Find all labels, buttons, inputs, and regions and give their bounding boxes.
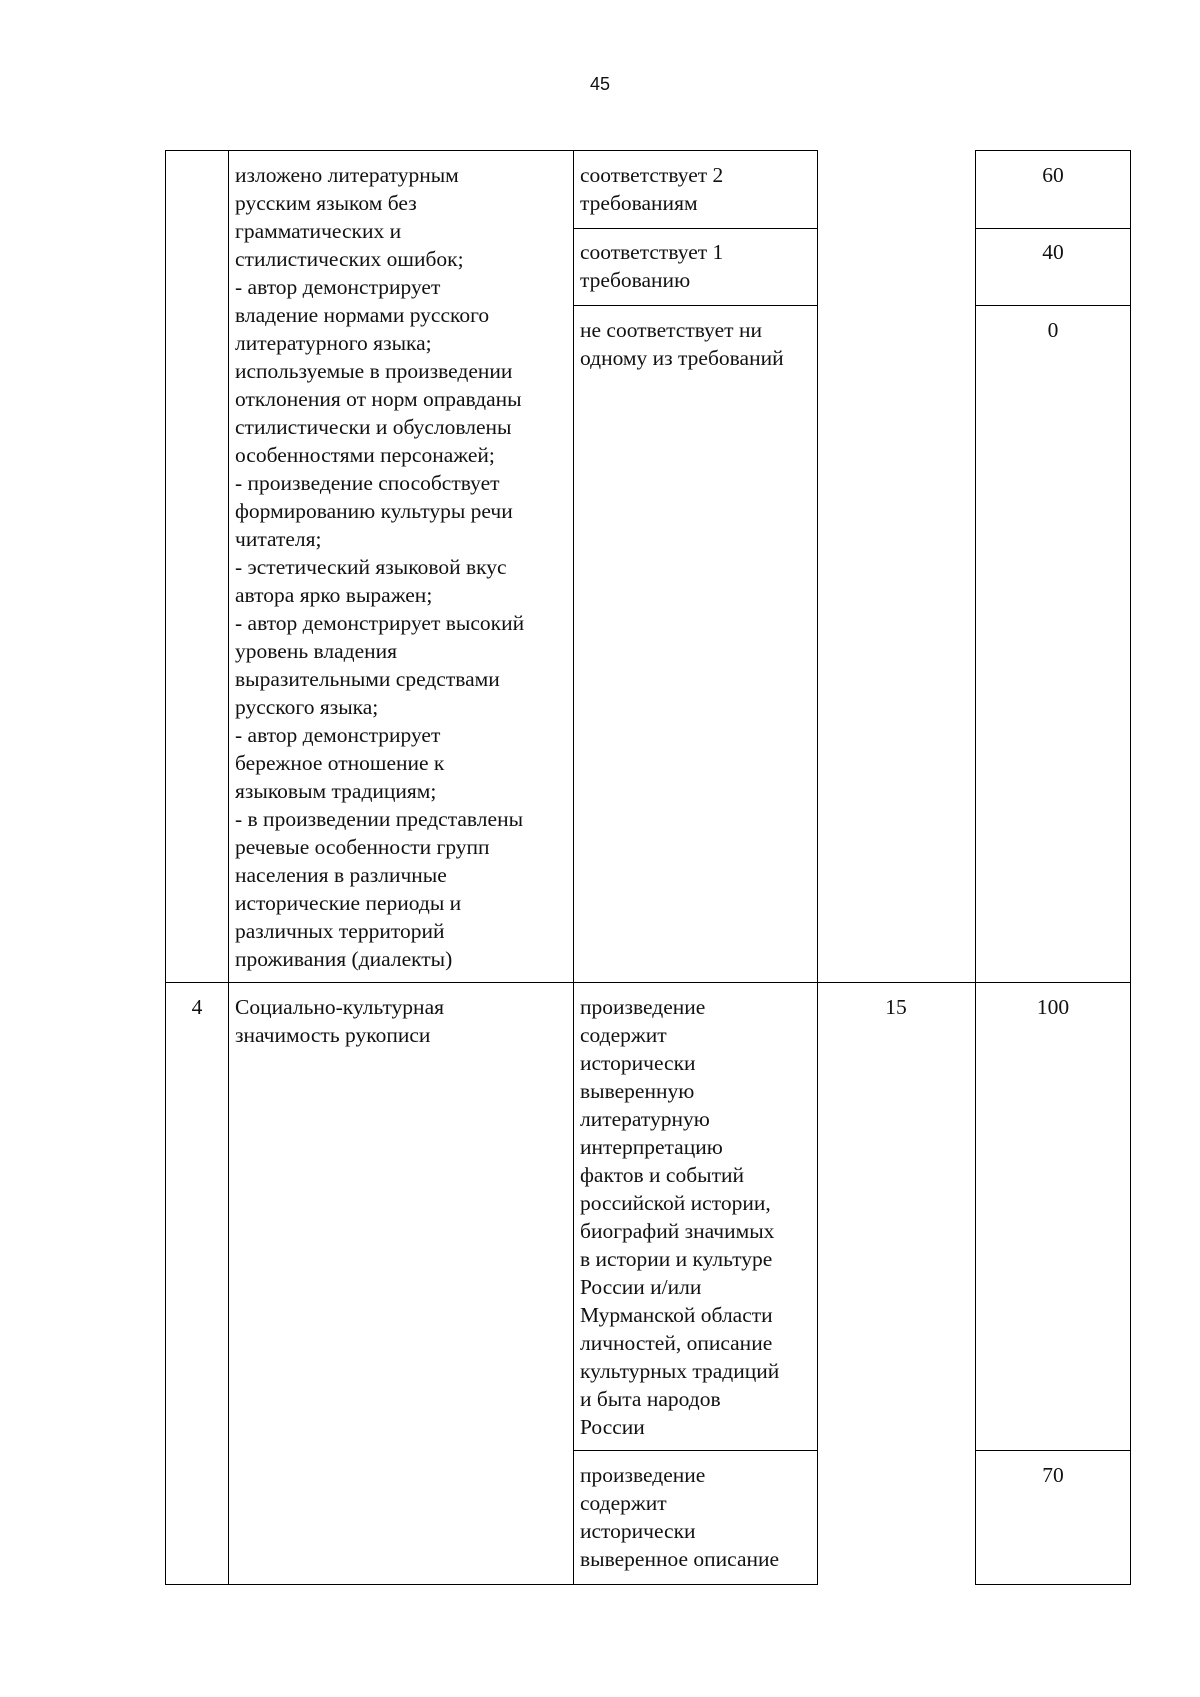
level-score: 0: [1047, 318, 1059, 342]
row-number: 4: [191, 995, 203, 1019]
criterion-text: Социально-культурная значимость рукописи: [235, 995, 444, 1047]
level-score: 60: [1042, 163, 1064, 187]
level-score: 70: [1042, 1463, 1064, 1487]
max-score: 15: [885, 995, 907, 1019]
criterion-text: изложено литературным русским языком без грамматических и стилистических ошибок; - автор демонстрирует владение нормами русского литературного языка; используемые в произведении отклонения от норм оправданы стилистически и обусловлены особенностями персонажей; - произведение способствует формированию культуры речи читателя; - эстетический языковой вкус автора ярко выражен; - автор демонстрирует высокий уровень владения выразительными средствами русского языка; - автор демонстрирует бережное отношение к языковым традициям; - в произведении представлены речевые особенности групп населения в различные исторические периоды и различных территорий проживания (диалекты): [235, 163, 525, 971]
level-description: не соответствует ни одному из требований: [580, 318, 784, 370]
level-description: соответствует 1 требованию: [580, 240, 724, 292]
level-score: 40: [1042, 240, 1064, 264]
level-score: 100: [1036, 995, 1070, 1019]
page-number: 45: [589, 74, 611, 94]
level-description: произведение содержит исторически выверенное описание: [580, 1463, 780, 1571]
level-description: соответствует 2 требованиям: [580, 163, 724, 215]
level-description: произведение содержит исторически выверенную литературную интерпретацию фактов и событий российской истории, биографий значимых в истории и культуре России и/или Мурманской области личностей, описание культурных традиций и быта народов России: [580, 995, 780, 1439]
